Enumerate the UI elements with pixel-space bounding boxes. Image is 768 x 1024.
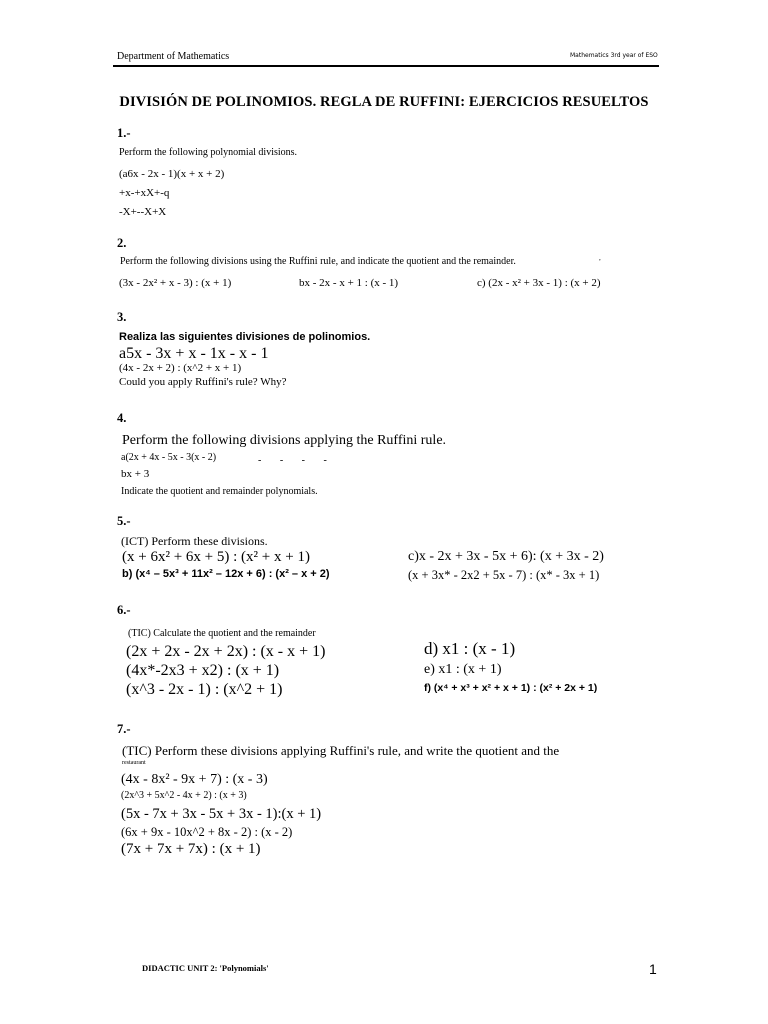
exercise-3-statement: Realiza las siguientes divisiones de polinomios. (119, 331, 371, 343)
exercise-6-item-d: d) x1 : (x - 1) (424, 639, 516, 658)
exercise-5-item-c: c)x - 2x + 3x - 5x + 6): (x + 3x - 2) (408, 549, 604, 564)
exercise-4-number: 4. (117, 411, 127, 425)
exercise-6-item-c: (x^3 - 2x - 1) : (x^2 + 1) (126, 681, 283, 698)
header-rule (113, 65, 659, 67)
exercise-7-statement: (TIC) Perform these divisions applying Ruffini's rule, and write the quotient and the (122, 743, 560, 758)
header-department: Department of Mathematics (117, 51, 230, 62)
exercise-7-item-4: (6x + 9x - 10x^2 + 8x - 2) : (x - 2) (121, 825, 293, 839)
exercise-6-item-f: f) (x⁴ + x³ + x² + x + 1) : (x² + 2x + 1) (424, 682, 598, 694)
exercise-3-line-3: Could you apply Ruffini's rule? Why? (119, 376, 287, 388)
exercise-3-line-1: a5x - 3x + x - 1x - x - 1 (119, 345, 269, 362)
exercise-7-item-1: (4x - 8x² - 9x + 7) : (x - 3) (121, 772, 268, 787)
exercise-2-statement: Perform the following divisions using the Ruffini rule, and indicate the quotient and the remainder. (120, 256, 516, 267)
exercise-4-line-3: Indicate the quotient and remainder polynomials. (121, 486, 318, 497)
stray-dots: - - - - (258, 455, 335, 466)
exercise-1-line-3: -X+--X+X (119, 206, 167, 218)
page-title: DIVISIÓN DE POLINOMIOS. REGLA DE RUFFINI: EJERCICIOS RESUELTOS (119, 94, 649, 110)
exercise-1-line-1: (a6x - 2x - 1)(x + x + 2) (119, 168, 225, 180)
exercise-7-number: 7.- (117, 722, 131, 736)
exercise-4-statement: Perform the following divisions applying the Ruffini rule. (122, 433, 447, 448)
stray-mark: , (599, 254, 601, 262)
exercise-7-item-3: (5x - 7x + 3x - 5x + 3x - 1):(x + 1) (121, 806, 322, 822)
exercise-7-item-2: (2x^3 + 5x^2 - 4x + 2) : (x + 3) (121, 790, 247, 801)
exercise-6-statement: (TIC) Calculate the quotient and the remainder (128, 628, 316, 639)
exercise-6-item-a: (2x + 2x - 2x + 2x) : (x - x + 1) (126, 643, 326, 660)
exercise-1-statement: Perform the following polynomial divisions. (119, 147, 298, 158)
exercise-4-line-1: a(2x + 4x - 5x - 3(x - 2) (121, 452, 217, 463)
exercise-5-number: 5.- (117, 514, 131, 528)
exercise-5-statement: (ICT) Perform these divisions. (121, 534, 268, 548)
exercise-6-item-e: e) x1 : (x + 1) (424, 662, 502, 677)
exercise-3-line-2: (4x - 2x + 2) : (x^2 + x + 1) (119, 362, 242, 374)
exercise-2-item-a: (3x - 2x² + x - 3) : (x + 1) (119, 277, 232, 289)
footer-unit: DIDACTIC UNIT 2: 'Polynomials' (142, 963, 269, 973)
exercise-2-number: 2. (117, 236, 127, 250)
exercise-2-item-c: c) (2x - x² + 3x - 1) : (x + 2) (477, 277, 601, 289)
exercise-5-item-b: b) (x⁴ – 5x³ + 11x² – 12x + 6) : (x² – x + 2) (122, 568, 330, 580)
exercise-2-item-b: bx - 2x - x + 1 : (x - 1) (299, 277, 399, 289)
exercise-3-number: 3. (117, 310, 127, 324)
exercise-6-item-b: (4x*-2x3 + x2) : (x + 1) (126, 662, 280, 679)
exercise-5-item-a: (x + 6x² + 6x + 5) : (x² + x + 1) (122, 549, 310, 565)
exercise-1-line-2: +x-+xX+-q (119, 187, 170, 199)
exercise-1-number: 1.- (117, 126, 131, 140)
exercise-5-item-d: (x + 3x* - 2x2 + 5x - 7) : (x* - 3x + 1) (408, 568, 600, 582)
exercise-7-item-5: (7x + 7x + 7x) : (x + 1) (121, 841, 261, 857)
header-course: Mathematics 3rd year of ESO (570, 52, 658, 59)
exercise-4-line-2: bx + 3 (121, 468, 150, 480)
page-number: 1 (649, 961, 657, 977)
exercise-6-number: 6.- (117, 603, 131, 617)
exercise-7-statement-continued: restaurant (122, 760, 146, 766)
